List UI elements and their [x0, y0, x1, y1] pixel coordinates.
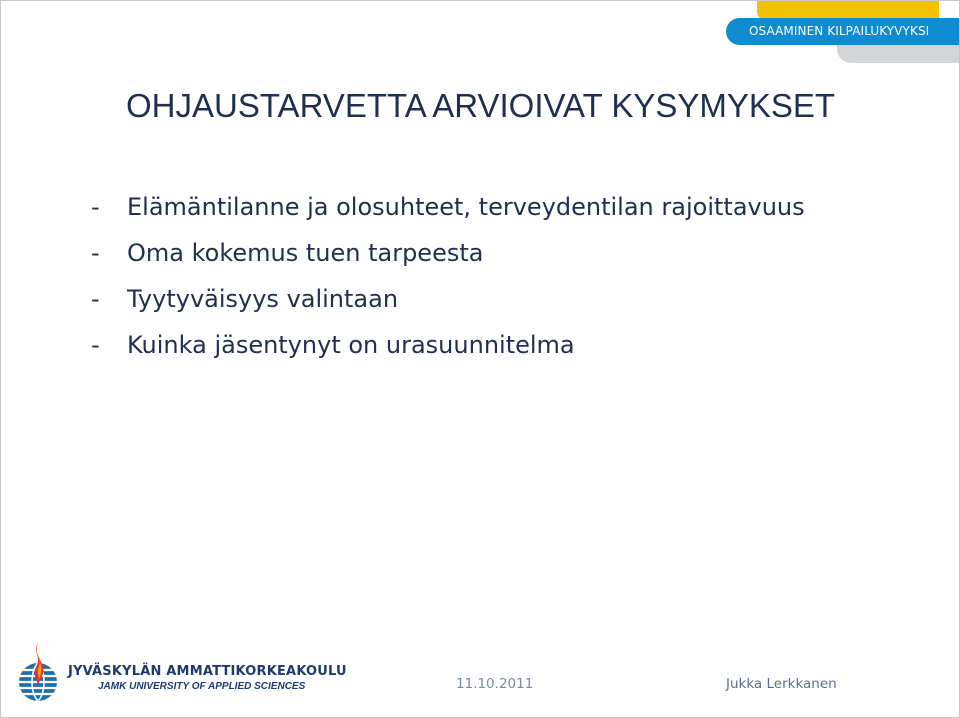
banner-label: OSAAMINEN KILPAILUKYVYKSI [726, 18, 959, 45]
org-subtitle: JAMK UNIVERSITY OF APPLIED SCIENCES [98, 681, 306, 692]
jamk-flame-globe-icon [15, 641, 61, 705]
list-item [91, 239, 805, 285]
bullet-text: Oma kokemus tuen tarpeesta [127, 239, 484, 267]
footer-author: Jukka Lerkkanen [726, 676, 837, 692]
org-name: JYVÄSKYLÄN AMMATTIKORKEAKOULU [68, 664, 347, 679]
bullet-dash: - [91, 285, 100, 313]
list-item [91, 285, 805, 331]
bullet-list [91, 193, 805, 377]
organization-logotype [68, 664, 347, 694]
bullet-dash: - [91, 193, 100, 221]
bullet-text: Elämäntilanne ja olosuhteet, terveydentilan rajoittavuus [127, 193, 805, 221]
list-item [91, 193, 805, 239]
footer-date: 11.10.2011 [456, 676, 534, 692]
bullet-text: Kuinka jäsentynyt on urasuunnitelma [127, 331, 575, 359]
bullet-text: Tyytyväisyys valintaan [127, 285, 399, 313]
list-item [91, 331, 805, 377]
slide-title: OHJAUSTARVETTA ARVIOIVAT KYSYMYKSET [126, 87, 836, 124]
bullet-dash: - [91, 239, 100, 267]
bullet-dash: - [91, 331, 100, 359]
